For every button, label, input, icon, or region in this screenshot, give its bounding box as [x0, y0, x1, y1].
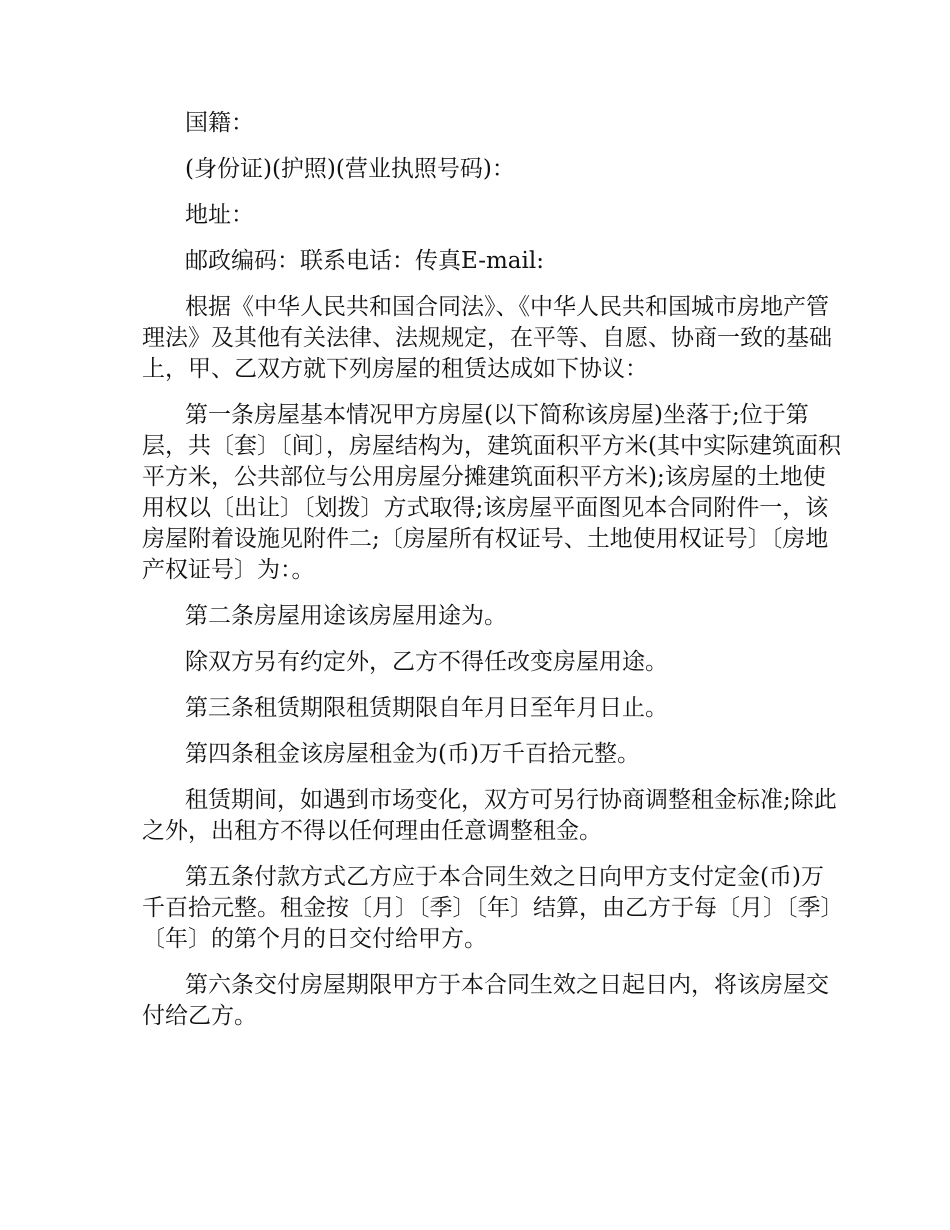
paragraph-id-number: (身份证)(护照)(营业执照号码)：	[185, 156, 515, 182]
paragraph-address: 地址：	[185, 202, 254, 228]
document-body	[142, 108, 842, 1047]
paragraph-article-2: 第二条房屋用途该房屋用途为。	[185, 603, 507, 629]
paragraph-article-5: 第五条付款方式乙方应于本合同生效之日向甲方支付定金(币)万千百拾元整。租金按〔月〕〔季〕〔年〕结算，由乙方于每〔月〕〔季〕〔年〕的第个月的日交付给甲方。	[142, 864, 832, 952]
paragraph-nationality: 国籍：	[185, 110, 254, 136]
paragraph-preamble: 根据《中华人民共和国合同法》、《中华人民共和国城市房地产管理法》及其他有关法律、法规规定，在平等、自愿、协商一致的基础上，甲、乙双方就下列房屋的租赁达成如下协议：	[142, 294, 832, 382]
paragraph-article-2-note: 除双方另有约定外，乙方不得任改变房屋用途。	[185, 649, 668, 675]
paragraph-article-4: 第四条租金该房屋租金为(币)万千百拾元整。	[185, 741, 640, 767]
paragraph-article-1: 第一条房屋基本情况甲方房屋(以下简称该房屋)坐落于;位于第层，共〔套〕〔间〕，房屋结构为，建筑面积平方米(其中实际建筑面积平方米，公共部位与公用房屋分摊建筑面积平方米);该房屋的土地使用权以〔出让〕〔划拨〕方式取得;该房屋平面图见本合同附件一，该房屋附着设施见附件二;〔房屋所有权证号、土地使用权证号〕〔房地产权证号〕为：。	[142, 402, 841, 583]
paragraph-article-4-note: 租赁期间，如遇到市场变化，双方可另行协商调整租金标准;除此之外，出租方不得以任何理由任意调整租金。	[142, 787, 837, 844]
paragraph-article-3: 第三条租赁期限租赁期限自年月日至年月日止。	[185, 695, 668, 721]
paragraph-contact: 邮政编码：联系电话：传真E-mail:	[185, 248, 544, 274]
paragraph-article-6: 第六条交付房屋期限甲方于本合同生效之日起日内，将该房屋交付给乙方。	[142, 972, 829, 1029]
